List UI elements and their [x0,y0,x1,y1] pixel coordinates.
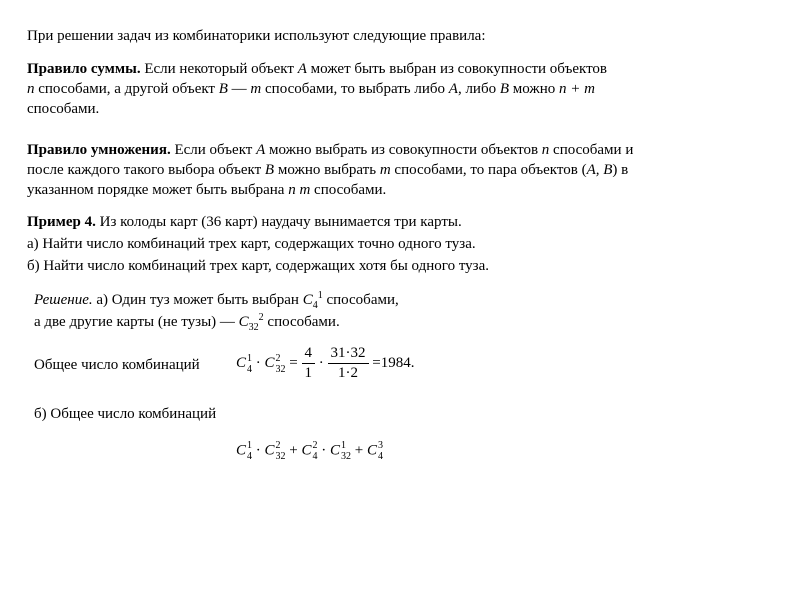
product-rule-title: Правило умножения. [27,142,171,158]
part-b-line: б) Общее число комбинаций [34,406,217,422]
solution-label: Решение. [34,292,93,308]
solution-line-1: Решение. а) Один туз может быть выбран $C_4^1$ способами, [34,290,399,311]
product-rule-line-3: указанном порядке может быть выбрана n m способами. [27,182,387,198]
example-title: Пример 4. [27,214,96,230]
total-label: Общее число комбинаций [34,357,200,373]
fraction-1: $\frac{4}{1}$ [302,344,316,383]
product-rule-line-1: Правило умножения. Если объект A можно выбрать из совокупности объектов n способами и [27,142,634,158]
solution-line-2: а две другие карты (не тузы) — $C_{32}^2$ способами. [34,312,340,333]
sum-rule-title: Правило суммы. [27,61,141,77]
sum-rule-line-1: Правило суммы. Если некоторый объект A может быть выбран из совокупности объектов [27,61,608,77]
formula-result: =1984. [372,354,415,371]
formula-a: C 1 4 · C 2 32 = $\frac{4}{1}$ · $\frac{31\cdot 32}{1\cdot 2}$ =1984. [236,345,415,381]
product-rule-line-2: после каждого такого выбора объект B можно выбрать m способами, то пара объектов (A, B) в [27,162,629,178]
intro-text: При решении задач из комбинаторики используют следующие правила: [27,28,486,44]
formula-b: C 1 4 · C 2 32 + C 2 4 · C 1 32 + C 3 4 [236,440,384,462]
example-line-2: а) Найти число комбинаций трех карт, содержащих точно одного туза. [27,236,476,252]
fraction-2: $\frac{31\cdot 32}{1\cdot 2}$ [328,344,369,383]
example-line-1: Пример 4. Из колоды карт (36 карт) наудачу вынимается три карты. [27,214,462,230]
sum-rule-line-3: способами. [27,101,100,117]
example-line-3: б) Найти число комбинаций трех карт, содержащих хотя бы одного туза. [27,258,490,274]
sum-rule-line-2: n способами, а другой объект B — m способами, то выбрать либо A, либо B можно n + m [27,81,595,97]
